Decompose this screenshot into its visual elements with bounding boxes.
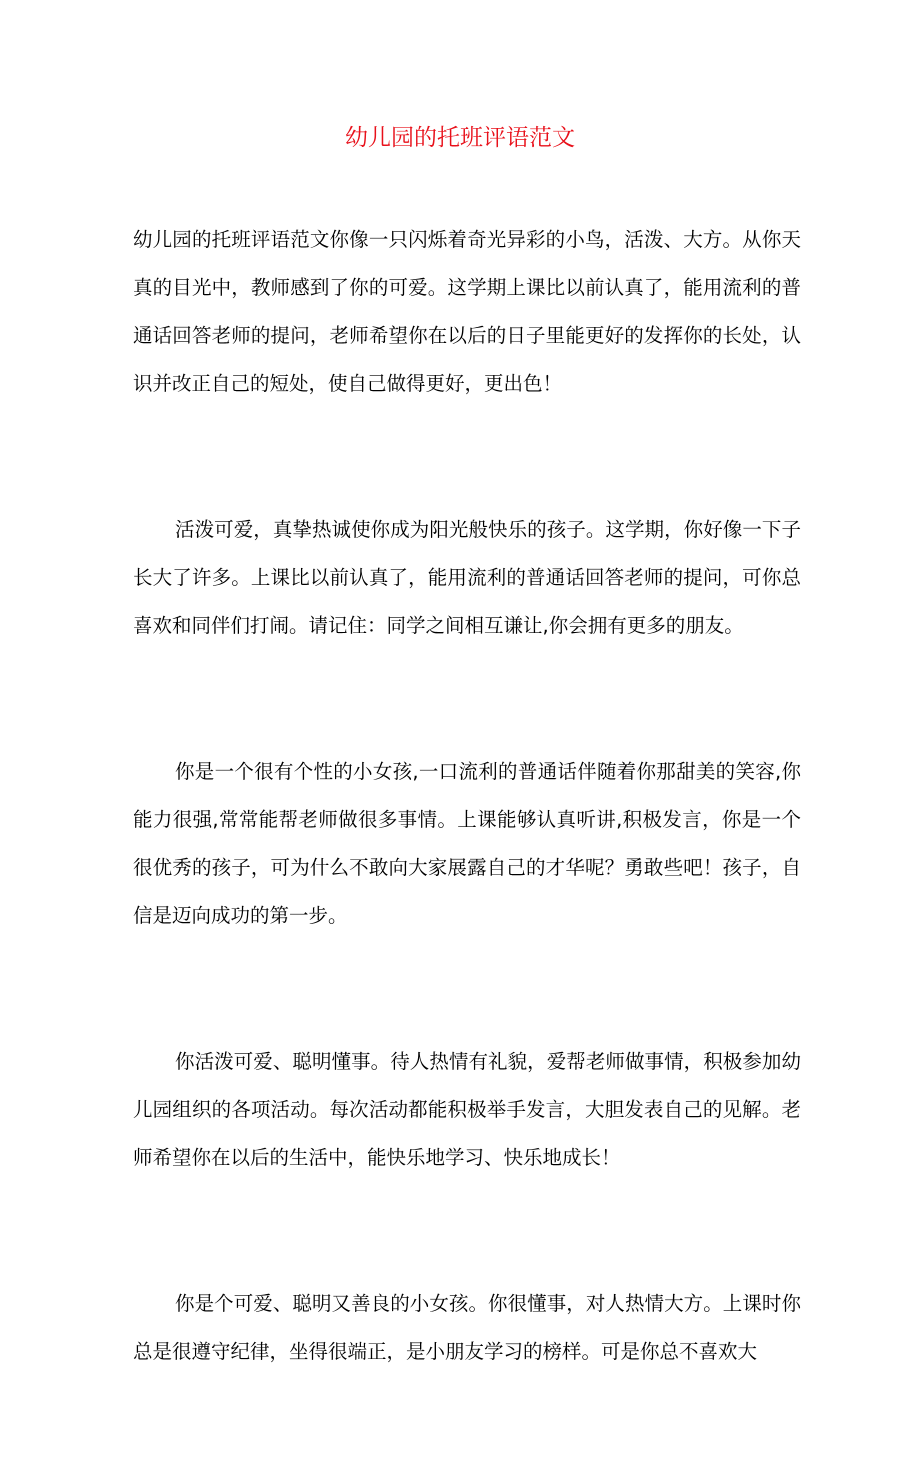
paragraph-5: 你是个可爱、聪明又善良的小女孩。你很懂事，对人热情大方。上课时你总是很遵守纪律，坐得很端正，是小朋友学习的榜样。可是你总不喜欢大 [133, 1292, 801, 1363]
paragraph-4: 你活泼可爱、聪明懂事。待人热情有礼貌，爱帮老师做事情，积极参加幼儿园组织的各项活动。每次活动都能积极举手发言，大胆发表自己的见解。老师希望你在以后的生活中，能快乐地学习、快乐地成长！ [133, 1050, 801, 1169]
document-title: 幼儿园的托班评语范文 [345, 125, 575, 151]
paragraph-2: 活泼可爱，真挚热诚使你成为阳光般快乐的孩子。这学期，你好像一下子长大了许多。上课比以前认真了，能用流利的普通话回答老师的提问，可你总喜欢和同伴们打闹。请记住：同学之间相互谦让,你会拥有更多的朋友。 [133, 518, 801, 637]
paragraph-3: 你是一个很有个性的小女孩,一口流利的普通话伴随着你那甜美的笑容,你能力很强,常常能帮老师做很多事情。上课能够认真听讲,积极发言，你是一个很优秀的孩子，可为什么不敢向大家展露自己的才华呢？勇敢些吧！孩子，自信是迈向成功的第一步。 [133, 760, 801, 927]
paragraph-1: 幼儿园的托班评语范文你像一只闪烁着奇光异彩的小鸟，活泼、大方。从你天真的目光中，教师感到了你的可爱。这学期上课比以前认真了，能用流利的普通话回答老师的提问，老师希望你在以后的日子里能更好的发挥你的长处，认识并改正自己的短处，使自己做得更好，更出色！ [133, 228, 801, 395]
document-body [133, 216, 801, 1474]
